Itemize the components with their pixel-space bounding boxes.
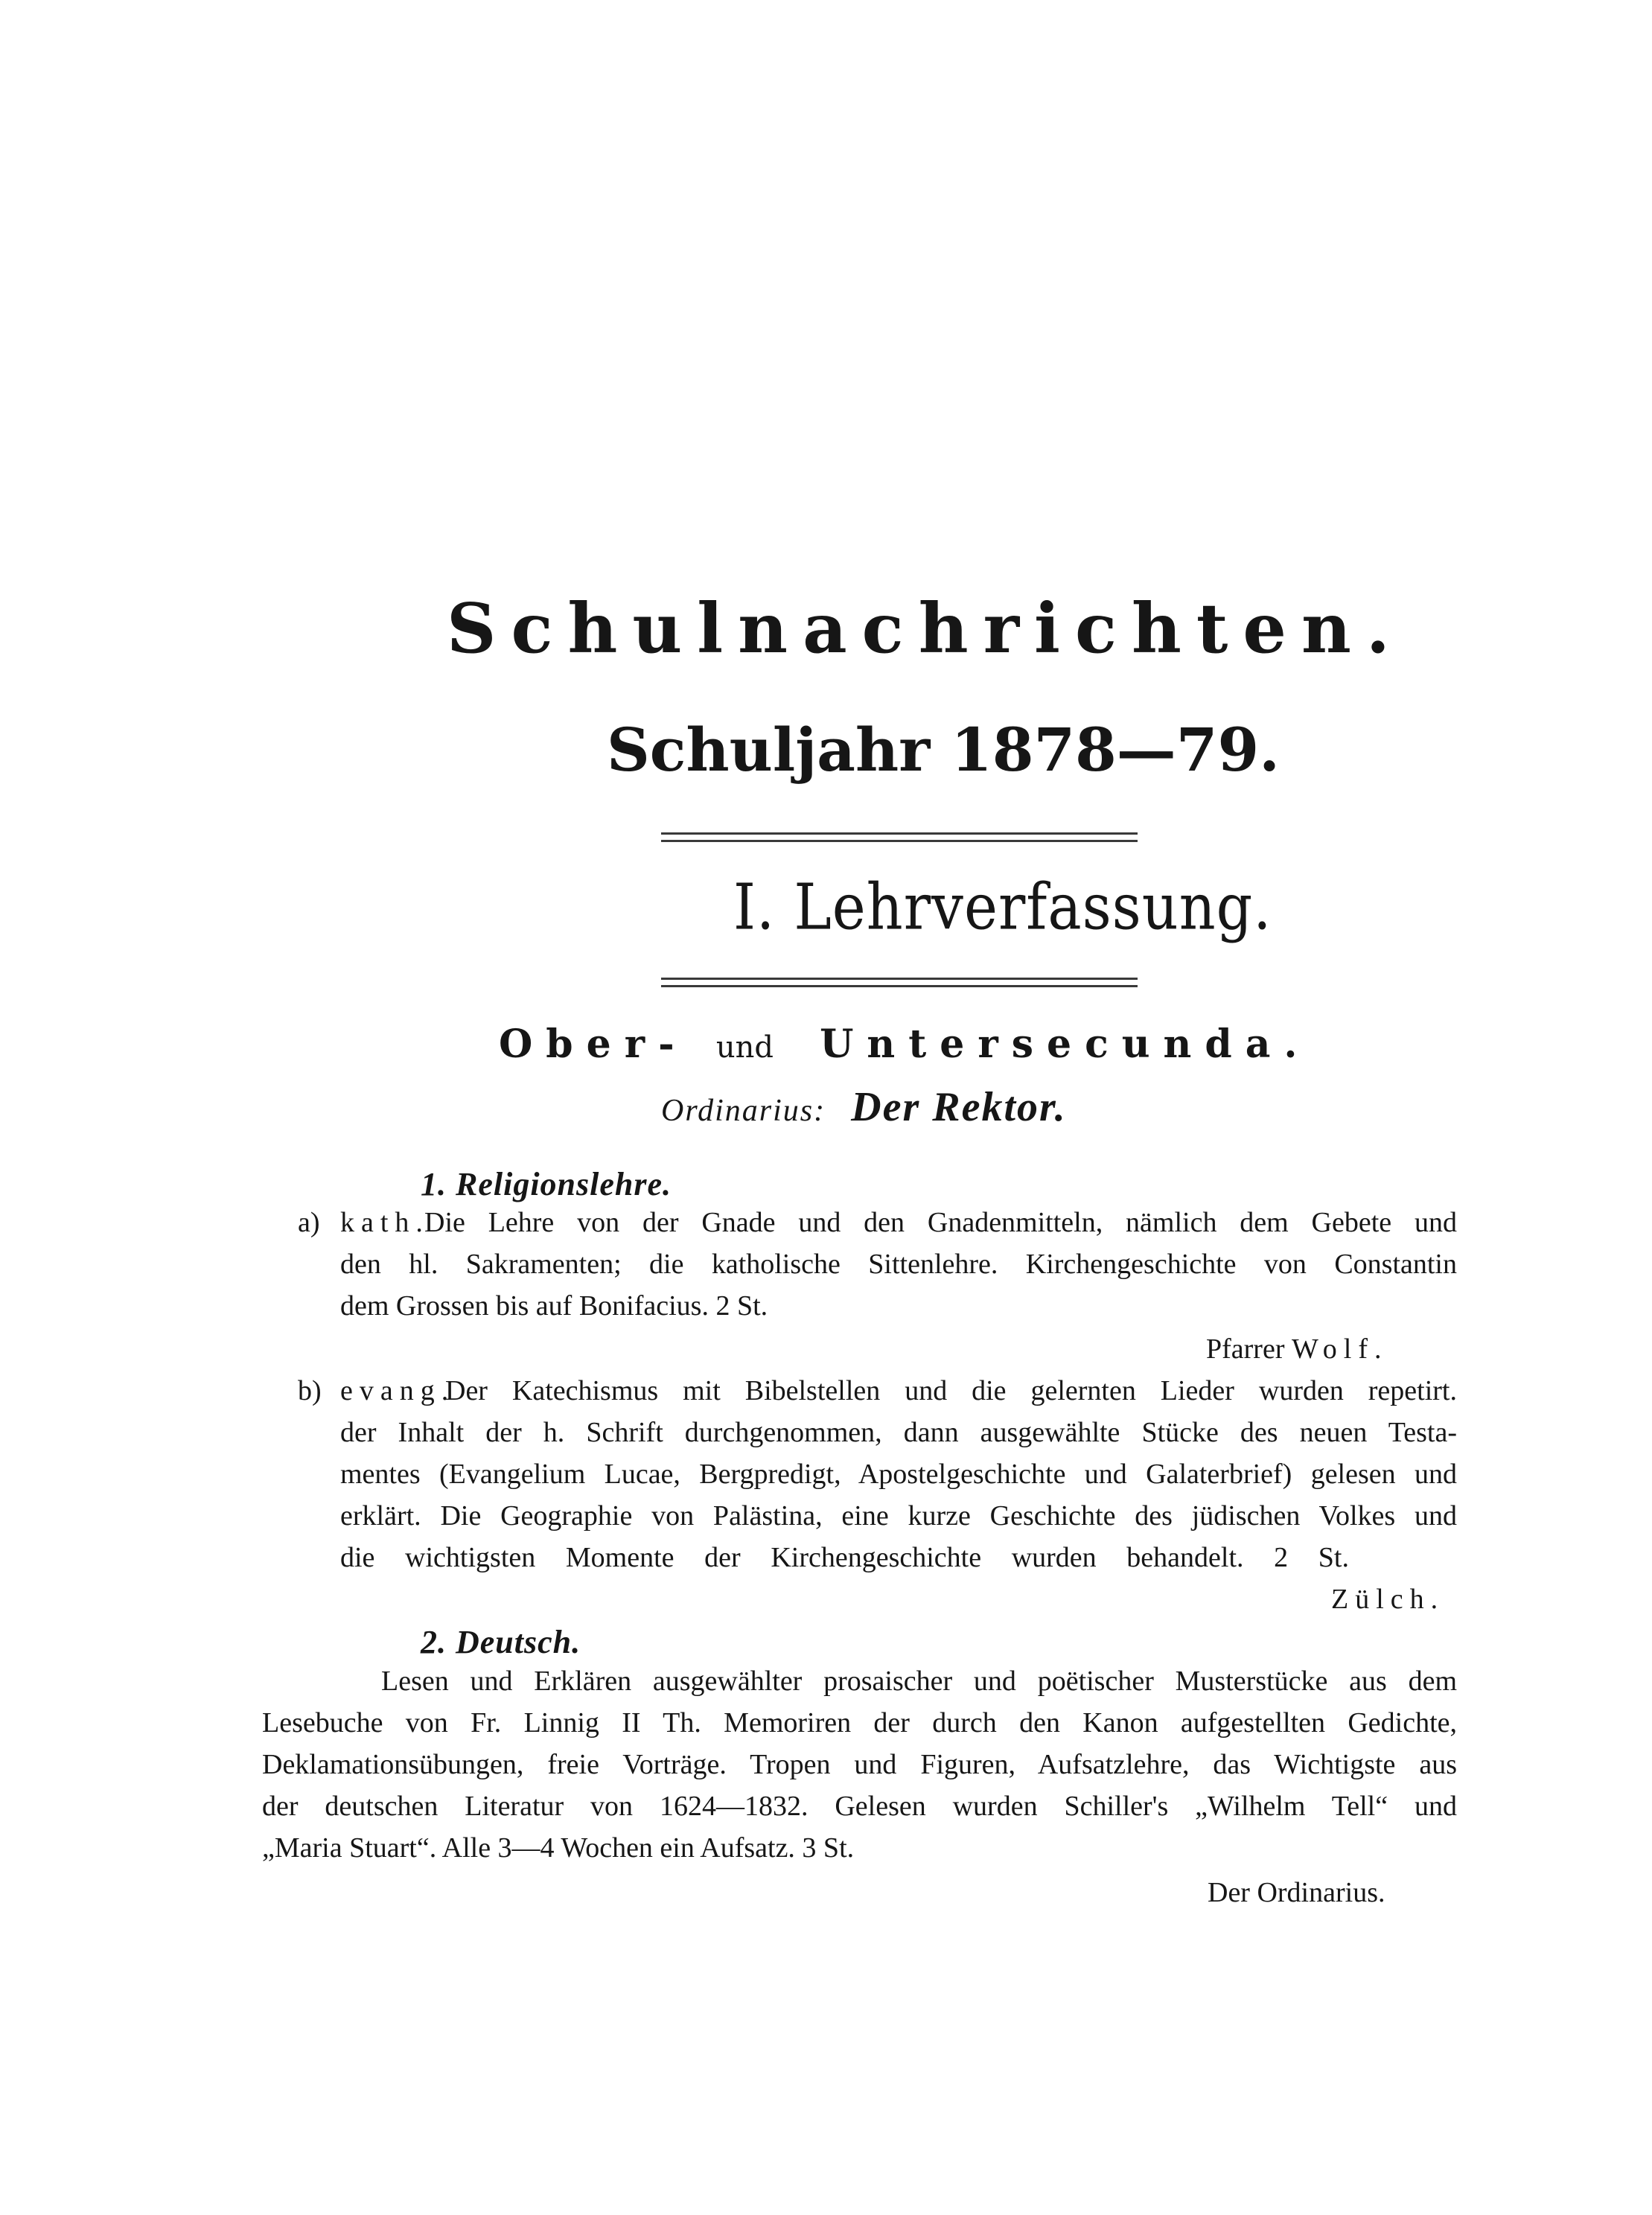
ordinarius-label: Ordinarius: [661,1094,826,1128]
religion-a-line-2-text: den hl. Sakramenten; die katholische Sittenlehre. Kirchengeschichte von Constantin [340,1249,1457,1280]
ordinarius-name: Der Rektor. [851,1084,1067,1130]
deutsch-teacher: Der Ordinarius. [1208,1877,1385,1908]
religion-b-line-5-text: die wichtigsten Momente der Kirchengeschichte wurden behandelt. 2 St. [340,1542,1349,1573]
religion-b-line-1-text: Der Katechismus mit Bibelstellen und die gelernten Lieder wurden repetirt. [445,1375,1457,1406]
deutsch-line-1 [381,1665,1457,1698]
religion-b-line-3-text: mentes (Evangelium Lucae, Bergpredigt, Apostelgeschichte und Galaterbrief) gelesen und [340,1459,1457,1490]
page-subtitle: Schuljahr 1878—79. [607,715,1280,785]
deutsch-line-2 [262,1706,1457,1739]
class-title-part1: Ober- [499,1022,688,1067]
religion-b-line-4-text: erklärt. Die Geographie von Palästina, eine kurze Geschichte des jüdischen Volkes und [340,1500,1457,1532]
religion-a-teacher-name: Wolf. [1291,1333,1388,1365]
class-title-und: und [715,1030,774,1065]
religion-b-line-4 [340,1499,1457,1532]
religion-b-teacher: Zülch. [1331,1584,1445,1615]
religion-a-label: a) [298,1207,320,1238]
section-heading: I. Lehrverfassung. [733,870,1272,944]
religion-a-line-1 [424,1206,1457,1239]
class-title-part2: Untersecunda. [820,1022,1311,1067]
religion-a-teacher-title: Pfarrer [1206,1333,1285,1365]
deutsch-line-4 [262,1790,1457,1823]
class-title [499,1022,1311,1067]
double-rule-bottom-1 [661,978,1138,980]
double-rule-top-2 [661,840,1138,842]
ordinarius-line [661,1083,1067,1131]
deutsch-line-3 [262,1748,1457,1781]
religion-a-keyword: kath. [340,1207,430,1238]
double-rule-top-1 [661,832,1138,835]
religion-a-teacher [1206,1333,1388,1365]
religion-b-line-5 [340,1541,1349,1574]
subject-heading-deutsch: 2. Deutsch. [421,1624,581,1660]
page-title: Schulnachrichten. [447,588,1405,669]
religion-a-line-3: dem Grossen bis auf Bonifacius. 2 St. [340,1290,768,1322]
deutsch-line-5: „Maria Stuart“. Alle 3—4 Wochen ein Aufsatz. 3 St. [262,1832,855,1864]
deutsch-line-2-text: Lesebuche von Fr. Linnig II Th. Memoriren der durch den Kanon aufgestellten Gedichte, [262,1707,1457,1738]
religion-b-keyword: evang. [340,1375,456,1406]
deutsch-line-1-text: Lesen und Erklären ausgewählter prosaischer und poëtischer Musterstücke aus dem [381,1666,1457,1697]
religion-a-line-1-text: Die Lehre von der Gnade und den Gnadenmitteln, nämlich dem Gebete und [424,1207,1457,1238]
religion-b-line-2 [340,1416,1457,1449]
double-rule-bottom-2 [661,985,1138,987]
deutsch-line-3-text: Deklamationsübungen, freie Vorträge. Tropen und Figuren, Aufsatzlehre, das Wichtigste aus [262,1749,1457,1780]
religion-b-line-2-text: der Inhalt der h. Schrift durchgenommen, dann ausgewählte Stücke des neuen Testa- [340,1417,1457,1448]
religion-b-line-3 [340,1458,1457,1491]
religion-b-label: b) [298,1375,322,1406]
religion-a-line-2 [340,1248,1457,1281]
subject-heading-religion: 1. Religionslehre. [421,1166,672,1202]
deutsch-line-4-text: der deutschen Literatur von 1624—1832. Gelesen wurden Schiller's „Wilhelm Tell“ und [262,1791,1457,1822]
religion-b-line-1 [445,1374,1457,1407]
